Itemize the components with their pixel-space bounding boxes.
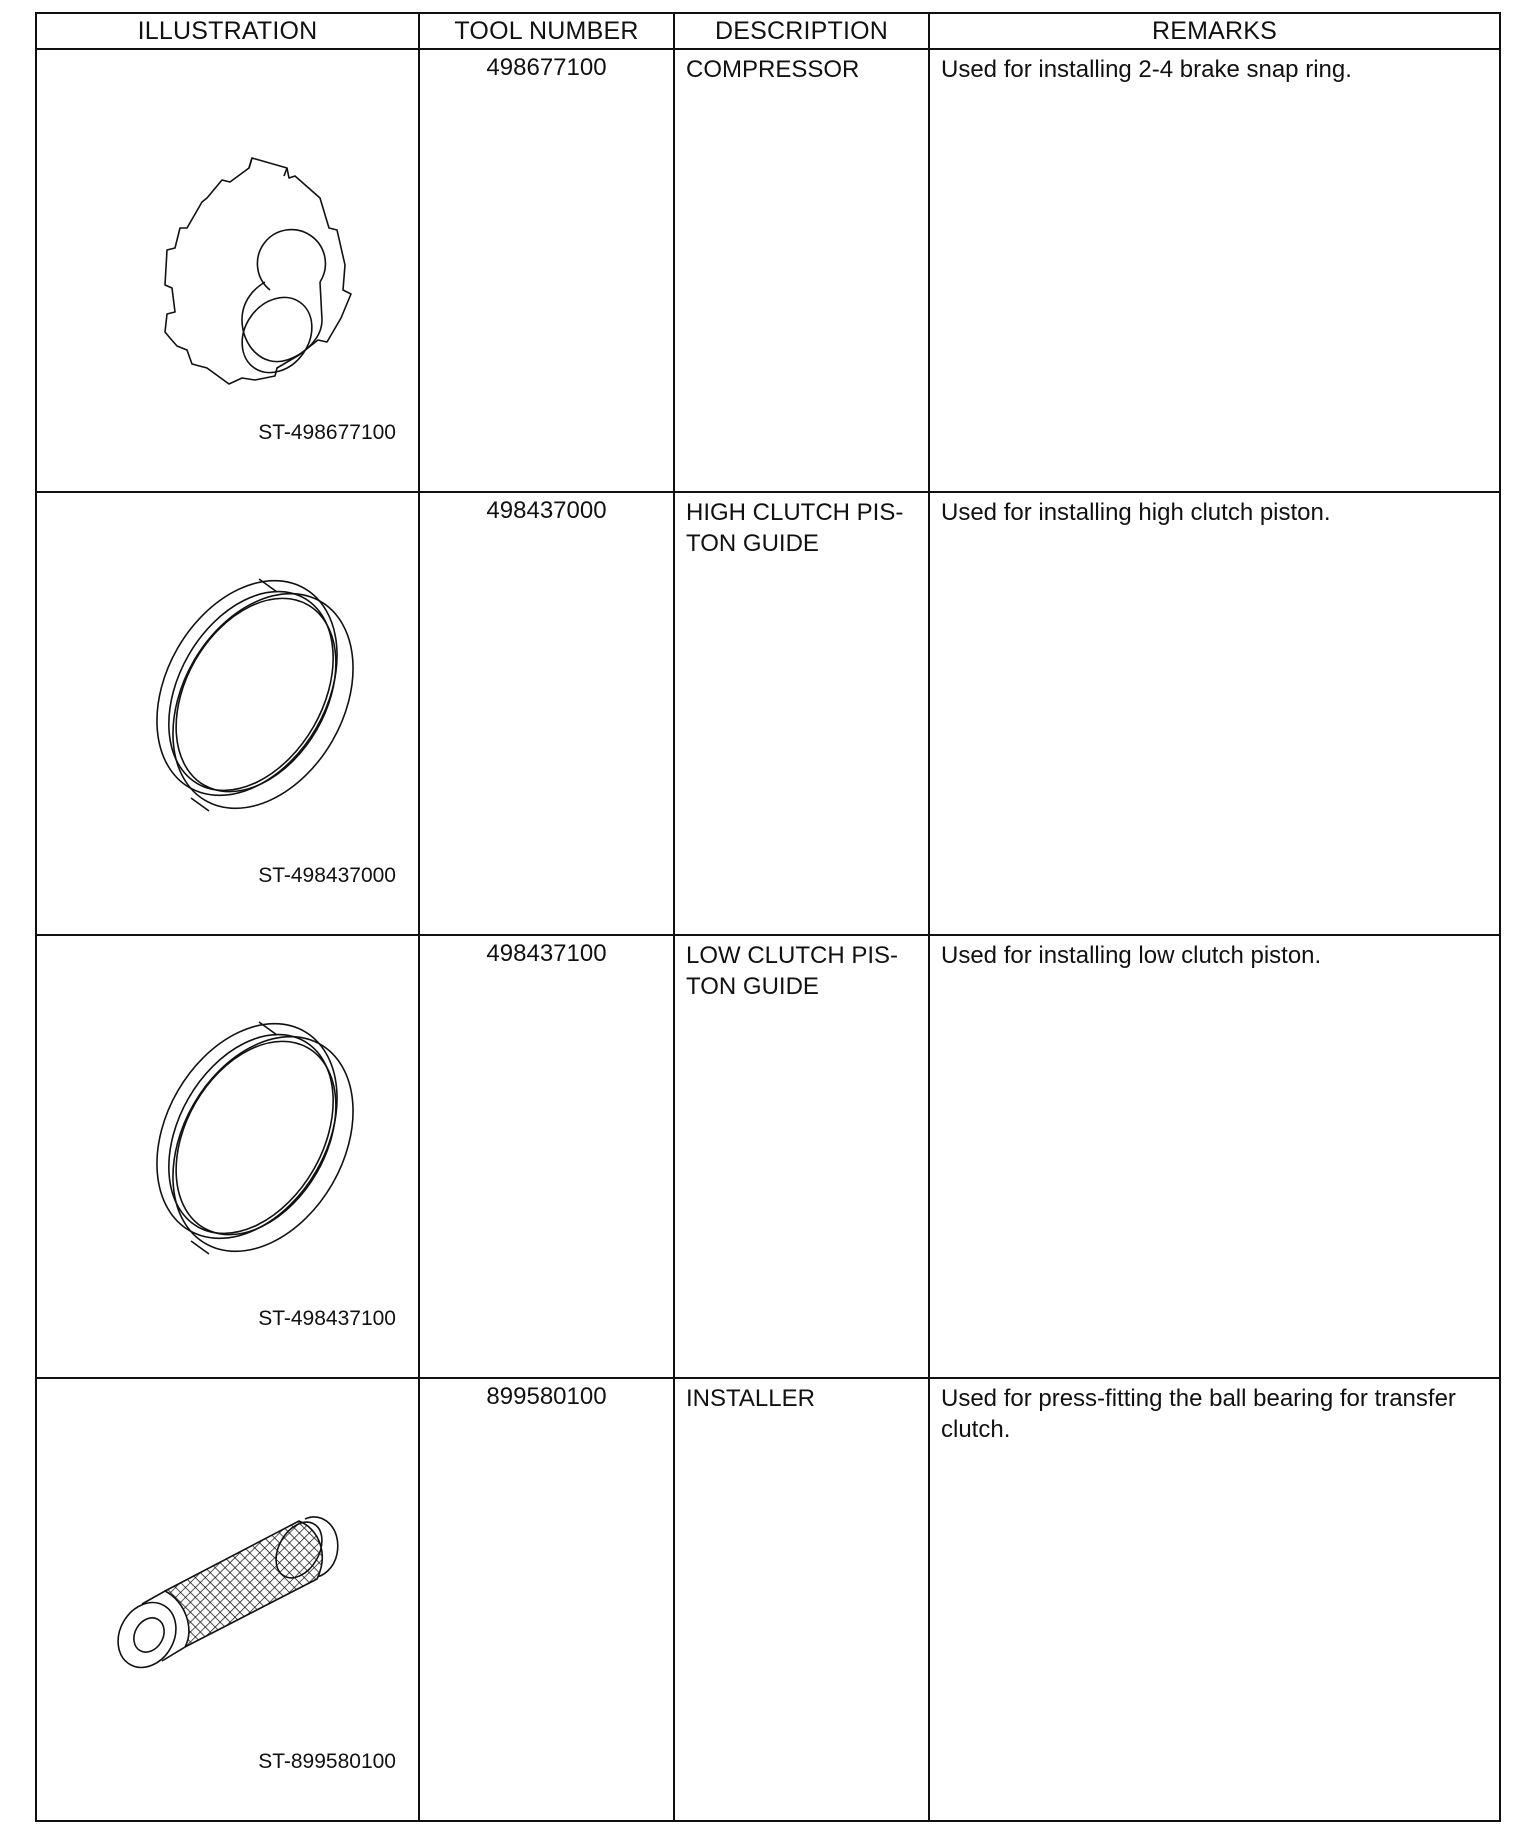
illustration-cell [36,1378,419,1821]
tool-number: 498677100 [486,54,607,81]
illustration-label: ST-899580100 [258,1750,396,1773]
remarks-cell [929,492,1500,935]
description: HIGH CLUTCH PIS- TON GUIDE [686,499,904,557]
tool-number-cell [419,492,674,935]
description-cell [674,492,929,935]
table-row [36,935,1500,1378]
header-row [36,13,1500,49]
illustration-cell [36,935,419,1378]
description-cell [674,935,929,1378]
table-row [36,1378,1500,1821]
description: INSTALLER [686,1385,815,1412]
remarks: Used for press-fitting the ball bearing for transfer clutch. [941,1385,1456,1443]
tool-number: 498437000 [486,497,607,524]
table-row [36,492,1500,935]
special-tools-table [35,12,1501,1822]
illustration-label: ST-498677100 [258,421,396,444]
remarks-cell [929,935,1500,1378]
remarks-cell [929,1378,1500,1821]
header-description: DESCRIPTION [674,13,929,49]
remarks-cell [929,49,1500,492]
header-illustration: ILLUSTRATION [36,13,419,49]
description-cell [674,49,929,492]
remarks: Used for installing 2-4 brake snap ring. [941,56,1352,83]
description: COMPRESSOR [686,56,860,83]
header-tool-number: TOOL NUMBER [419,13,674,49]
tool-number-cell [419,1378,674,1821]
remarks: Used for installing high clutch piston. [941,499,1331,526]
illustration-label: ST-498437100 [258,1307,396,1330]
illustration-cell [36,49,419,492]
illustration-cell [36,492,419,935]
table-row [36,49,1500,492]
description: LOW CLUTCH PIS- TON GUIDE [686,942,899,1000]
header-remarks: REMARKS [929,13,1500,49]
remarks: Used for installing low clutch piston. [941,942,1322,969]
illustration-label: ST-498437000 [258,864,396,887]
tool-number: 498437100 [486,940,607,967]
description-cell [674,1378,929,1821]
tool-number-cell [419,935,674,1378]
tool-number: 899580100 [486,1383,607,1410]
tool-number-cell [419,49,674,492]
